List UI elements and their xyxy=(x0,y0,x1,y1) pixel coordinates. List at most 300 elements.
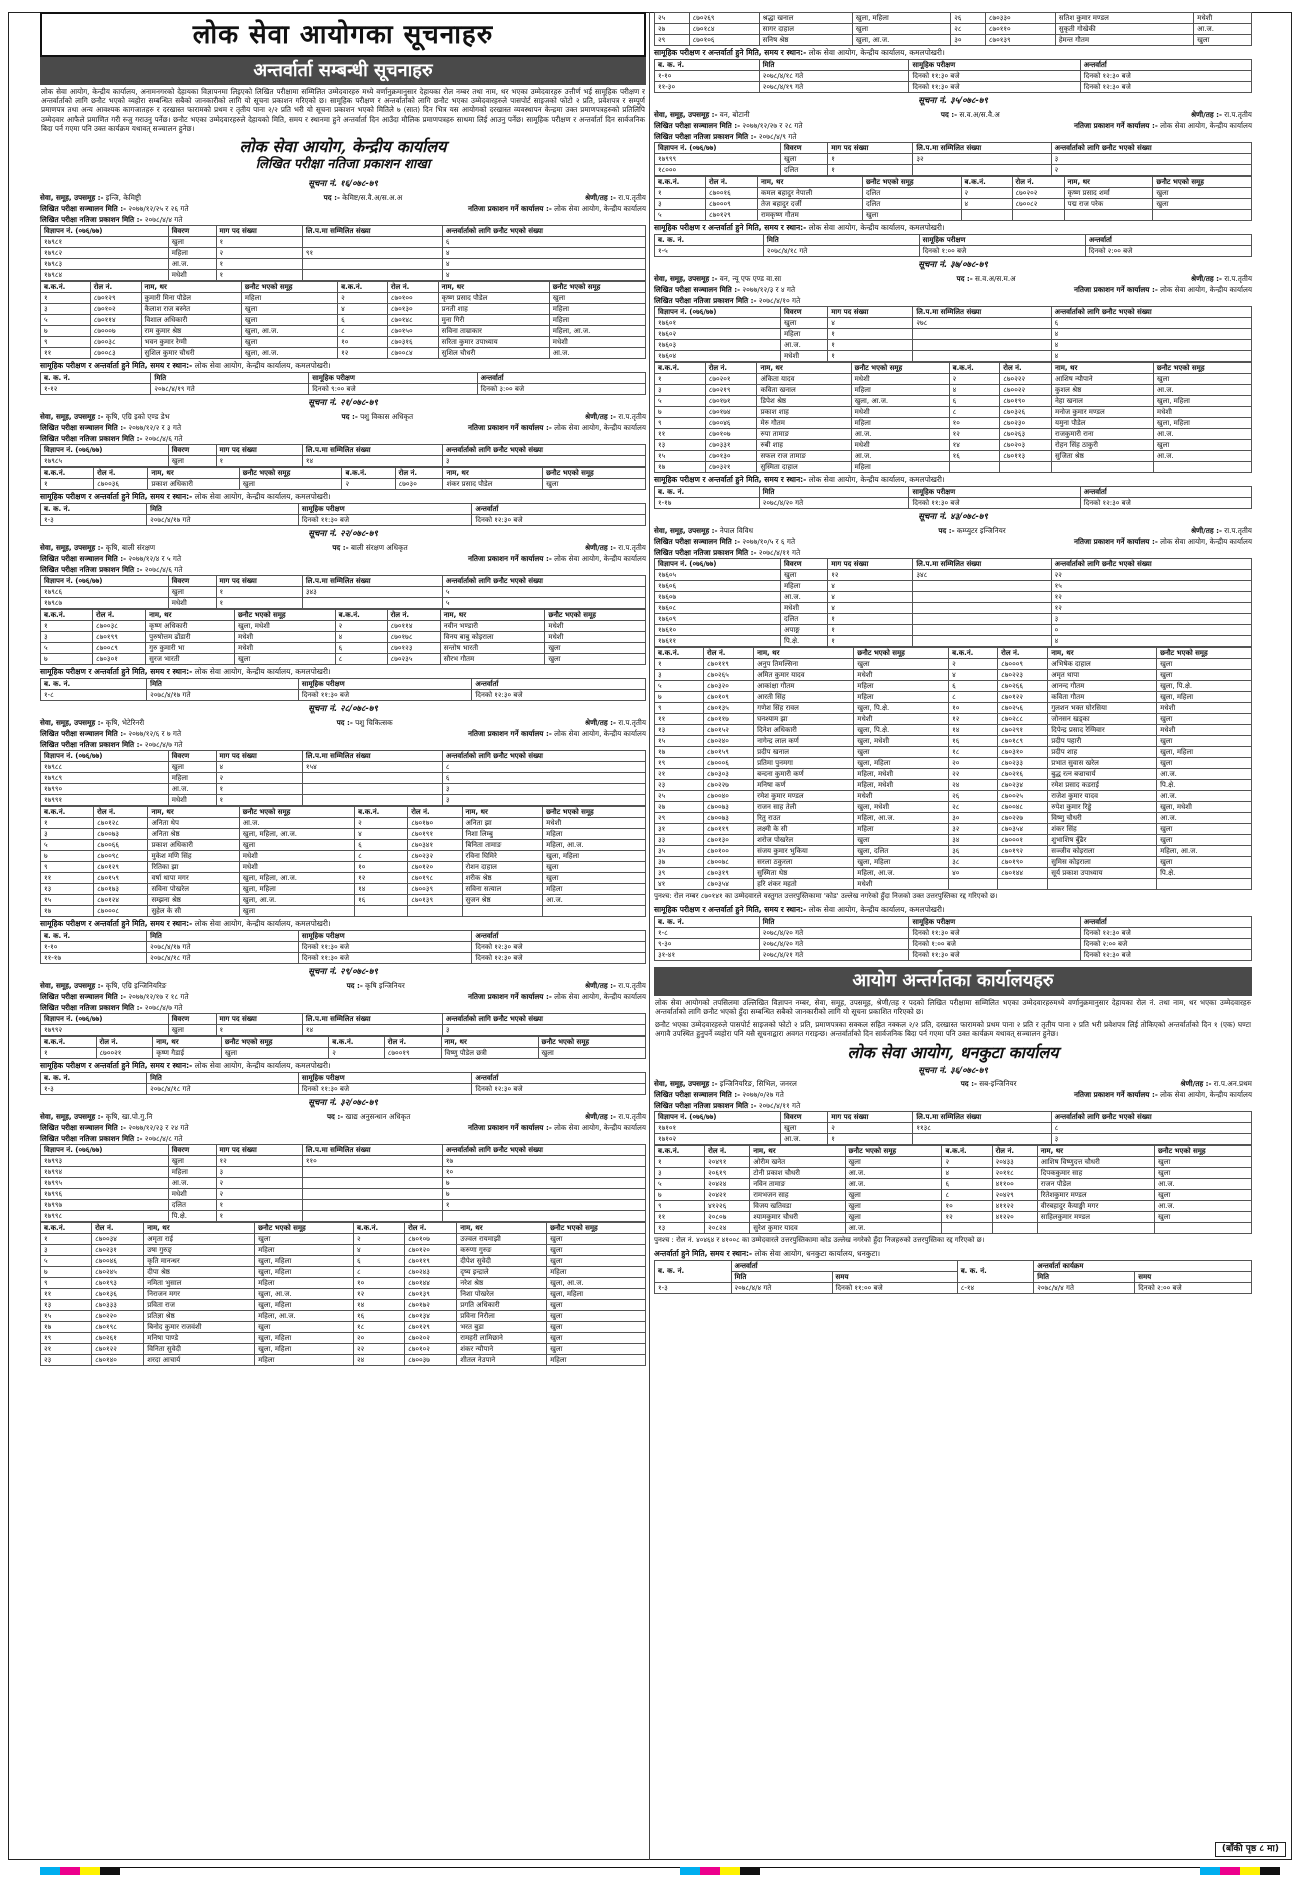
table-cell: ८७०१५२ xyxy=(704,725,754,736)
schedule-label: सामूहिक परीक्षण र अन्तर्वार्ता हुने मिति, समय र स्थान:- xyxy=(40,918,193,928)
meta-label: सेवा, समूह, उपसमूह :- xyxy=(654,526,718,535)
candidate-table xyxy=(654,647,1252,890)
table-cell: १७९९६ xyxy=(41,1188,169,1199)
table-cell: २ xyxy=(216,1177,302,1188)
table-cell: २५ xyxy=(655,791,704,802)
table-cell: दिनको ११:३० बजे xyxy=(909,498,1080,509)
table-cell: सामूहिक परीक्षण xyxy=(909,60,1080,71)
table-cell: जोनसन खड्का xyxy=(1048,714,1157,725)
table-cell: खुला, महिला xyxy=(547,1288,646,1299)
table-cell: ब.क.नं. xyxy=(961,177,1012,188)
table-cell: २ xyxy=(355,817,408,828)
table-cell: प्रविना निरौला xyxy=(457,1310,547,1321)
table-cell: ८७०१३४ xyxy=(405,1310,457,1321)
table-row xyxy=(41,1277,646,1288)
table-cell: १७ xyxy=(41,1321,92,1332)
table-cell: मधेशी xyxy=(854,791,949,802)
table-row xyxy=(41,1188,646,1199)
table-cell xyxy=(462,905,543,916)
table-row xyxy=(655,1179,1252,1190)
table-cell: ब. क. नं. xyxy=(655,60,760,71)
table-cell: २२ xyxy=(1051,570,1251,581)
table-cell: ८७०२४३ xyxy=(405,1266,457,1277)
table-cell: २४ xyxy=(949,780,998,791)
meta-left: लिखित परीक्षा नतिजा प्रकाशन मिति :- २०७८/४/६ गते xyxy=(40,564,183,574)
table-cell: महिला xyxy=(547,1266,646,1277)
meta-label: पद :- xyxy=(326,1111,344,1121)
vacancy-table xyxy=(654,142,1252,176)
left-column xyxy=(40,12,646,1366)
notice-meta xyxy=(40,1002,646,1013)
table-cell: ८७००१९ xyxy=(384,1047,441,1058)
table-cell: ४१ xyxy=(655,879,704,890)
table-cell: दीपा श्रेष्ठ xyxy=(144,1266,255,1277)
table-cell: ८७०१५० xyxy=(387,325,438,336)
table-row xyxy=(41,384,646,395)
table-cell: रितु राउत xyxy=(754,813,854,824)
table-cell: नाम, थर xyxy=(750,1146,845,1157)
table-cell: खुला xyxy=(1157,857,1252,868)
schedule-line: सामूहिक परीक्षण र अन्तर्वार्ता हुने मिति, समय र स्थान:- लोक सेवा आयोग, केन्द्रीय कार्यालय, कमलपोखरी। xyxy=(654,223,945,232)
table-cell: सामूहिक परीक्षण xyxy=(309,373,477,384)
table-row xyxy=(655,670,1252,681)
table-cell: १३ xyxy=(41,883,94,894)
table-cell: ८७०१९० xyxy=(998,857,1048,868)
table-cell: ६ xyxy=(355,839,408,850)
meta-label: लिखित परीक्षा सञ्चालन मिति :- xyxy=(654,121,741,130)
table-cell: ३ xyxy=(655,670,704,681)
table-cell: निशा पोखरेल xyxy=(457,1288,547,1299)
table-cell: १ xyxy=(828,154,913,165)
table-cell: खुला xyxy=(1154,1168,1251,1179)
schedule-label: सामूहिक परीक्षण र अन्तर्वार्ता हुने मिति, समय र स्थान:- xyxy=(654,223,807,232)
table-cell: ८७००८२ xyxy=(1012,199,1064,210)
table-row xyxy=(655,1201,1252,1212)
table-cell: अमृत थापा xyxy=(1048,670,1157,681)
table-header-row xyxy=(41,444,646,455)
table-cell: ब.क.नं. xyxy=(342,467,395,478)
table-cell: लि.प.मा सम्मिलित संख्या xyxy=(302,1013,442,1024)
table-cell: १ xyxy=(41,817,94,828)
table-row xyxy=(41,783,646,794)
table-cell: खुला xyxy=(1154,1212,1251,1223)
table-cell: ब.क.नं. xyxy=(942,1146,992,1157)
table-cell: १-८ xyxy=(655,928,760,939)
notice-meta xyxy=(40,192,646,203)
table-cell: मिति xyxy=(147,931,299,942)
table-row xyxy=(41,1354,646,1365)
table-cell: दिनको ११:३० बजे xyxy=(298,690,472,701)
table-cell: ८७०१२० xyxy=(405,1244,457,1255)
table-cell: खुला xyxy=(255,1321,354,1332)
table-cell: ८७०३१९ xyxy=(704,868,754,879)
table-row xyxy=(655,418,1252,429)
notice-meta xyxy=(40,564,646,575)
table-cell xyxy=(302,1166,442,1177)
vacancy-table xyxy=(40,444,646,467)
table-cell: खुला xyxy=(1154,1157,1251,1168)
table-cell: नाम, थर xyxy=(1052,363,1154,374)
meta-left: सेवा, समूह, उपसमूह :- कृषि, खा.पो.गु.नि xyxy=(40,1111,153,1121)
notice-number: सूचना नं. ३५/०७८-७९ xyxy=(918,96,988,107)
table-cell: ८ xyxy=(949,407,1000,418)
meta-label: सेवा, समूह, उपसमूह :- xyxy=(40,542,104,552)
table-cell: सविना सत्याल xyxy=(462,883,543,894)
table-cell: ४ xyxy=(942,1168,992,1179)
dhankuta-schedule-table xyxy=(654,1260,1252,1294)
table-cell: लि.प.मा सम्मिलित संख्या xyxy=(302,1144,442,1155)
table-cell: रुपा तामाङ xyxy=(757,429,851,440)
table-cell: ८७००९८ xyxy=(94,850,148,861)
table-cell: विशाल अधिकारी xyxy=(141,314,241,325)
table-cell: आ.ज. xyxy=(851,429,949,440)
table-cell: कृष्ण प्रसाद शर्मा xyxy=(1064,188,1153,199)
table-cell: १४ xyxy=(949,440,1000,451)
table-cell: ८७०१९३ xyxy=(92,1277,144,1288)
table-cell: १७९९० xyxy=(41,783,169,794)
table-cell: २४ xyxy=(353,1354,404,1365)
table-cell: १० xyxy=(942,1201,992,1212)
table-row xyxy=(655,82,1252,93)
table-cell: १८००० xyxy=(655,165,781,176)
table-cell: ८७००८९ xyxy=(93,642,146,653)
table-cell xyxy=(302,1177,442,1188)
meta-mid: नतिजा प्रकाशन गर्ने कार्यालय :- लोक सेवा आयोग, केन्द्रीय कार्यालय xyxy=(467,422,646,432)
table-row xyxy=(655,1223,1252,1234)
table-cell: अनिता श्रेष्ठ xyxy=(148,828,239,839)
table-cell: प्रभात सुवास खरेल xyxy=(1048,758,1157,769)
table-cell: मधेशी xyxy=(235,631,336,642)
table-cell: लि.प.मा सम्मिलित संख्या xyxy=(913,559,1051,570)
meta-left: लिखित परीक्षा सञ्चालन मिति :- २०७७/१२/२७ र २८ गते xyxy=(654,121,803,130)
table-cell xyxy=(302,794,442,805)
meta-mid: नतिजा प्रकाशन गर्ने कार्यालय :- लोक सेवा आयोग, केन्द्रीय कार्यालय xyxy=(1073,1090,1252,1100)
table-row xyxy=(655,1157,1252,1168)
table-cell: सञ्जीव कोइराला xyxy=(1048,846,1157,857)
table-cell: २०७८/४/१७ गते xyxy=(147,942,299,953)
schedule-table xyxy=(40,1072,646,1095)
table-cell: खुला xyxy=(854,747,949,758)
table-cell: सामूहिक परीक्षण xyxy=(919,235,1085,246)
table-cell: ८७००३८ xyxy=(93,620,146,631)
table-cell: ६ xyxy=(338,314,388,325)
table-cell: महिला xyxy=(255,1354,354,1365)
table-cell: ८७०१२२ xyxy=(998,692,1048,703)
table-cell: खुला, महिला xyxy=(1153,396,1251,407)
notice-block xyxy=(40,176,646,395)
table-cell: आशिष न्यौपाने xyxy=(1052,374,1154,385)
table-cell: ब.क.नं. xyxy=(949,363,1000,374)
table-cell: अन्तर्वार्ताको लागि छनौट भएको संख्या xyxy=(1051,1112,1251,1123)
table-cell: खुला xyxy=(862,210,961,221)
table-cell: ८७०१०० xyxy=(387,292,438,303)
notice-block xyxy=(654,93,1252,257)
notice-meta xyxy=(40,214,646,225)
table-cell: ८७०१७० xyxy=(408,817,462,828)
table-cell: १७६०५ xyxy=(655,570,781,581)
table-cell: ब.क.नं. xyxy=(329,1036,385,1047)
table-cell: घनश्याम झा xyxy=(754,714,854,725)
meta-mid: पद :- बाली संरक्षण अधिकृत xyxy=(332,542,408,552)
table-cell: मधेशी xyxy=(235,642,336,653)
table-row xyxy=(655,1283,1252,1294)
table-cell: शंकर न्यौपाने xyxy=(457,1343,547,1354)
table-cell: ८७०१३९ xyxy=(408,894,462,905)
table-cell: लक्ष्मी के सी xyxy=(754,824,854,835)
meta-label: लिखित परीक्षा नतिजा प्रकाशन मिति :- xyxy=(40,739,143,749)
notice-number: सूचना नं. २१/०७८-७९ xyxy=(308,398,378,409)
table-cell: रोल नं. xyxy=(90,281,141,292)
table-cell: नाम, थर xyxy=(148,467,239,478)
table-cell: रोहन सिंह ठाकुरी xyxy=(1052,440,1154,451)
table-cell: १७९९५ xyxy=(41,1177,169,1188)
table-cell: प्रकाश अधिकारी xyxy=(148,839,239,850)
table-row xyxy=(655,780,1252,791)
table-cell: २५ xyxy=(655,13,690,24)
schedule-line: सामूहिक परीक्षण र अन्तर्वार्ता हुने मिति, समय र स्थान:- लोक सेवा आयोग, केन्द्रीय कार्यालय, कमलपोखरी। xyxy=(654,904,945,914)
table-cell: ८७०००९ xyxy=(705,199,757,210)
table-cell: ७ xyxy=(41,1266,92,1277)
table-cell: विज्ञापन नं. (०७६/७७) xyxy=(41,225,169,236)
vacancy-table xyxy=(40,225,646,281)
table-cell: ८ xyxy=(355,850,408,861)
table-cell: अन्तर्वार्ताको लागि छनौट भएको संख्या xyxy=(1051,143,1251,154)
table-cell: मधेशी xyxy=(1157,703,1252,714)
table-cell: २६ xyxy=(951,13,986,24)
table-cell: महिला, आ.ज. xyxy=(854,868,949,879)
table-cell: १७९८१ xyxy=(41,236,169,247)
table-row xyxy=(655,736,1252,747)
meta-label: लिखित परीक्षा सञ्चालन मिति :- xyxy=(40,991,127,1001)
table-cell: शीतल नेउपाने xyxy=(457,1354,547,1365)
table-row xyxy=(655,462,1252,473)
table-row xyxy=(655,725,1252,736)
table-cell: गणेश सिंह रावल xyxy=(754,703,854,714)
table-cell: दृष्य इन्द्राले xyxy=(457,1266,547,1277)
table-cell: दलित xyxy=(862,199,961,210)
table-cell: छनौट भएको समूह xyxy=(221,1036,328,1047)
table-cell: विजय खतिवडा xyxy=(750,1201,845,1212)
meta-label: लिखित परीक्षा नतिजा प्रकाशन मिति :- xyxy=(654,296,757,305)
table-cell: गुरु कुमारी भा xyxy=(146,642,235,653)
table-cell: खुला xyxy=(239,478,342,489)
meta-left: लिखित परीक्षा सञ्चालन मिति :- २०७७/१२/३ र ४ गते xyxy=(654,285,796,294)
table-cell: १२ xyxy=(828,570,913,581)
table-cell: १६ xyxy=(949,736,998,747)
table-cell: खुला xyxy=(781,154,828,165)
table-cell: १७९८८ xyxy=(41,761,169,772)
table-cell: नाम, थर xyxy=(757,363,851,374)
table-cell: मधेशी xyxy=(168,269,216,280)
table-cell: छनौट भएको समूह xyxy=(543,467,646,478)
table-cell: मिति xyxy=(147,1073,299,1084)
table-cell: खुला, आ.ज. xyxy=(239,894,354,905)
table-cell: १२ xyxy=(942,1212,992,1223)
table-cell: ११० xyxy=(302,1155,442,1166)
table-cell: ३ xyxy=(1051,1134,1251,1145)
table-cell: ४ xyxy=(442,247,645,258)
table-header-row xyxy=(655,917,1252,928)
table-cell: खुला xyxy=(241,303,337,314)
table-row xyxy=(41,817,646,828)
table-cell: रामभजन साह xyxy=(750,1190,845,1201)
table-row xyxy=(655,879,1252,890)
table-cell: महिला xyxy=(854,824,949,835)
table-cell: साहिलकुमार मण्डल xyxy=(1037,1212,1154,1223)
table-cell: खुला, महिला xyxy=(255,1343,354,1354)
table-row xyxy=(655,188,1252,199)
table-cell: दिनको १२:३० बजे xyxy=(472,515,646,526)
table-cell: ३ xyxy=(442,794,645,805)
table-header-row xyxy=(41,931,646,942)
table-cell: खुला xyxy=(845,1157,942,1168)
table-row xyxy=(41,631,646,642)
table-cell: खुला xyxy=(854,659,949,670)
table-cell xyxy=(442,1210,645,1221)
table-cell: खुला, महिला xyxy=(255,1299,354,1310)
meta-label: लिखित परीक्षा सञ्चालन मिति :- xyxy=(40,203,127,213)
table-row xyxy=(41,620,646,631)
table-cell: ब.क.नं. xyxy=(655,177,706,188)
table-cell: खुला xyxy=(538,1047,645,1058)
table-cell: ८७००४० xyxy=(704,791,754,802)
table-cell: मधेशी xyxy=(854,714,949,725)
table-cell: रोल नं. xyxy=(405,1222,457,1233)
table-cell: नेहा खनाल xyxy=(1052,396,1154,407)
table-cell: सामूहिक परीक्षण xyxy=(298,679,472,690)
table-cell: सुस्मिता थेष्ठ xyxy=(754,868,854,879)
table-cell: खुला xyxy=(168,1155,216,1166)
table-cell: १४ xyxy=(949,725,998,736)
table-cell: ८७०३५४ xyxy=(704,879,754,890)
table-cell: माग पद संख्या xyxy=(216,575,302,586)
table-cell: दिपेन्द्र प्रसाद रेग्मिवार xyxy=(1048,725,1157,736)
table-cell: ब.क.नं. xyxy=(353,1222,404,1233)
meta-left: लिखित परीक्षा नतिजा प्रकाशन मिति :- २०७८/४/११ गते xyxy=(654,548,801,557)
table-cell: महिला xyxy=(851,418,949,429)
table-cell xyxy=(1157,879,1252,890)
table-row xyxy=(41,642,646,653)
table-cell: खुला xyxy=(1157,758,1252,769)
table-cell: आ.ज. xyxy=(845,1223,942,1234)
table-header-row xyxy=(41,373,646,384)
table-cell: ४ xyxy=(1051,636,1251,647)
table-cell: २ xyxy=(1051,165,1251,176)
section-heading-offices: आयोग अन्तर्गतका कार्यालयहरु xyxy=(654,967,1252,996)
table-cell: खुला, आ.ज. xyxy=(255,1288,354,1299)
table-cell: ८ xyxy=(949,692,998,703)
meta-label: लिखित परीक्षा नतिजा प्रकाशन मिति :- xyxy=(40,1133,143,1143)
table-cell: महिला xyxy=(255,1277,354,1288)
meta-label: नतिजा प्रकाशन गर्ने कार्यालय :- xyxy=(467,553,552,563)
table-cell: खुला xyxy=(547,1233,646,1244)
table-cell: नाम, थर xyxy=(1048,648,1157,659)
table-cell: १ xyxy=(216,258,302,269)
table-cell: अन्तर्वार्ता xyxy=(1085,235,1251,246)
table-cell: मनिषा कर्ण xyxy=(754,780,854,791)
table-row xyxy=(41,292,646,303)
table-cell: १ xyxy=(655,1157,705,1168)
table-cell: नमिता भुसाल xyxy=(144,1277,255,1288)
table-cell: विज्ञापन नं. (०७६/७७) xyxy=(41,444,169,455)
table-cell: दिनको ३:०० बजे xyxy=(477,384,645,395)
table-cell: रोल नं. xyxy=(705,177,757,188)
table-cell: पुरुषोत्तम ढोंडारी xyxy=(146,631,235,642)
table-cell: सुरेश कुमार यादव xyxy=(750,1223,845,1234)
table-cell: ३२ xyxy=(949,824,998,835)
vacancy-table xyxy=(654,1111,1252,1145)
meta-right: श्रेणी/तह :- रा.प.तृतीय xyxy=(1190,110,1252,119)
schedule-table xyxy=(40,930,646,964)
table-cell: १७९८४ xyxy=(41,269,169,280)
table-cell: रोल नं. xyxy=(395,467,443,478)
notice-36 xyxy=(654,1063,1252,1295)
meta-mid: नतिजा प्रकाशन गर्ने कार्यालय :- लोक सेवा आयोग, केन्द्रीय कार्यालय xyxy=(467,1122,646,1132)
table-cell: खुला xyxy=(547,1321,646,1332)
table-cell: ८७०१३९ xyxy=(405,1288,457,1299)
table-cell: आ.ज. xyxy=(1157,791,1252,802)
candidate-table xyxy=(40,609,646,665)
table-cell: मुकेश मणि सिंह xyxy=(148,850,239,861)
table-cell: २०७८/४/१८ गते xyxy=(759,71,909,82)
table-cell: मुना गिरी xyxy=(438,314,549,325)
table-cell: खुला, महिला xyxy=(1157,747,1252,758)
table-header-row xyxy=(655,559,1252,570)
notice-meta xyxy=(654,284,1252,295)
table-cell: २० xyxy=(353,1332,404,1343)
meta-mid: पद :- केमिष्ट/स.वै.अ/स.अ.अ xyxy=(323,192,403,202)
table-cell: १२ xyxy=(1051,603,1251,614)
table-header-row xyxy=(41,679,646,690)
notice-meta xyxy=(654,120,1252,131)
table-cell: ३१-४१ xyxy=(655,950,760,961)
table-cell: ८७०११० xyxy=(985,24,1055,35)
meta-right: श्रेणी/तह :- रा.प.तृतीय xyxy=(584,717,646,727)
table-cell: आ.ज. xyxy=(1157,813,1252,824)
table-cell: आ.ज. xyxy=(1194,24,1252,35)
table-cell: ८७०२२२ xyxy=(1000,374,1052,385)
table-cell xyxy=(1154,1223,1251,1234)
table-cell: रोल नं. xyxy=(998,648,1048,659)
right-column xyxy=(654,12,1252,1294)
table-cell: ८७०२५६ xyxy=(998,703,1048,714)
table-cell: ८७०१७२ xyxy=(405,1299,457,1310)
table-cell: १८ xyxy=(353,1321,404,1332)
table-cell: ४ xyxy=(828,603,913,614)
table-cell: सुमिस कोइराला xyxy=(1048,857,1157,868)
table-cell: दिनको ९:०० बजे xyxy=(309,384,477,395)
schedule-line: सामूहिक परीक्षण र अन्तर्वार्ता हुने मिति, समय र स्थान:- लोक सेवा आयोग, केन्द्रीय कार्यालय, कमलपोखरी। xyxy=(654,48,945,57)
table-cell: छनौट भएको समूह xyxy=(1157,648,1252,659)
table-cell: १७९८७ xyxy=(41,597,169,608)
table-row xyxy=(41,905,646,916)
table-cell: टोनी प्रकाश चौधरी xyxy=(750,1168,845,1179)
table-cell: २ xyxy=(338,292,388,303)
notice-meta xyxy=(654,547,1252,558)
table-cell: खुला xyxy=(854,835,949,846)
meta-label: सेवा, समूह, उपसमूह :- xyxy=(654,1079,718,1089)
table-cell: ४११०० xyxy=(992,1179,1037,1190)
meta-label: नतिजा प्रकाशन गर्ने कार्यालय :- xyxy=(467,991,552,1001)
table-cell: ९ xyxy=(41,861,94,872)
table-cell: मधेशी xyxy=(781,603,828,614)
table-cell: ८७०११४ xyxy=(90,314,141,325)
table-cell: ७ xyxy=(655,407,706,418)
table-cell: खुला, पि.क्षे. xyxy=(1157,681,1252,692)
meta-right: श्रेणी/तह :- रा.प.तृतीय xyxy=(584,411,646,421)
table-cell: विवरण xyxy=(168,575,216,586)
table-cell: रितिका झा xyxy=(148,861,239,872)
